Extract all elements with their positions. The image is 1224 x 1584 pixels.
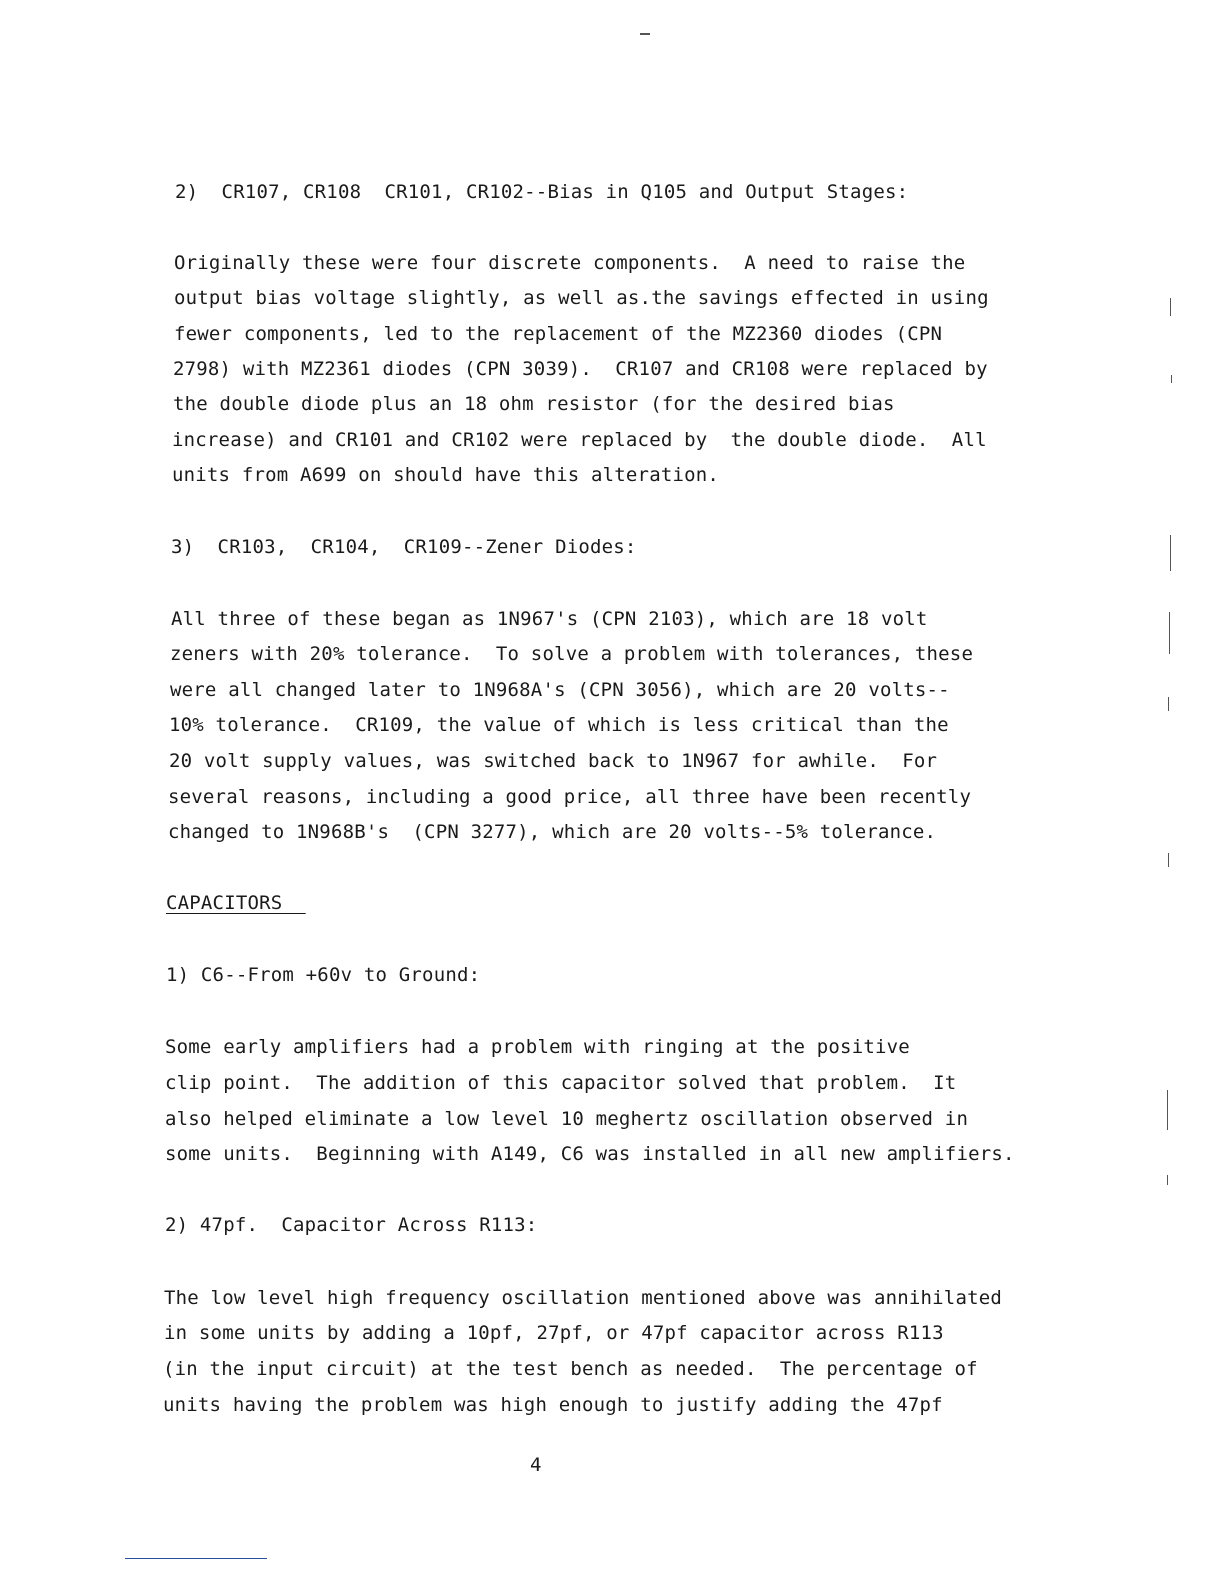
- capacitors-heading: CAPACITORS: [166, 892, 306, 914]
- scan-mark: [1167, 1090, 1168, 1130]
- body-line: 2798) with MZ2361 diodes (CPN 3039). CR107 and CR108 were replaced by: [173, 358, 988, 380]
- body-line: 20 volt supply values, was switched back to 1N967 for awhile. For: [169, 750, 938, 772]
- body-line: some units. Beginning with A149, C6 was installed in all new amplifiers.: [165, 1143, 1015, 1165]
- body-line: zeners with 20% tolerance. To solve a problem with tolerances, these: [170, 643, 974, 665]
- body-line: increase) and CR101 and CR102 were replaced by the double diode. All: [172, 429, 987, 451]
- body-line: several reasons, including a good price, all three have been recently: [168, 786, 972, 808]
- body-line: were all changed later to 1N968A's (CPN 3056), which are 20 volts--: [170, 679, 950, 701]
- section-heading-zener: 3) CR103, CR104, CR109--Zener Diodes:: [171, 536, 637, 558]
- body-line: in some units by adding a 10pf, 27pf, or 47pf capacitor across R113: [164, 1322, 944, 1344]
- section-heading-bias: 2) CR107, CR108 CR101, CR102--Bias in Q105 and Output Stages:: [175, 181, 909, 203]
- body-line: Some early amplifiers had a problem with ringing at the positive: [165, 1036, 910, 1058]
- body-line: (in the input circuit) at the test bench as needed. The percentage of: [163, 1358, 978, 1380]
- scan-mark: [1170, 298, 1171, 316]
- body-line: output bias voltage slightly, as well as.the savings effected in using: [174, 287, 989, 309]
- scan-mark: [1171, 375, 1172, 383]
- body-line: clip point. The addition of this capacitor solved that problem. It: [165, 1072, 957, 1094]
- body-line: units from A699 on should have this alteration.: [172, 464, 720, 486]
- section-heading-47pf: 2) 47pf. Capacitor Across R113:: [165, 1214, 538, 1236]
- scan-mark: [1167, 1175, 1168, 1185]
- scan-mark: [1168, 697, 1169, 711]
- body-line: Originally these were four discrete components. A need to raise the: [174, 252, 966, 274]
- body-line: 10% tolerance. CR109, the value of which is less critical than the: [169, 714, 949, 736]
- body-line: the double diode plus an 18 ohm resistor (for the desired bias: [173, 393, 895, 415]
- body-line: fewer components, led to the replacement of the MZ2360 diodes (CPN: [174, 323, 943, 345]
- body-line: also helped eliminate a low level 10 meghertz oscillation observed in: [165, 1108, 969, 1130]
- body-line: changed to 1N968B's (CPN 3277), which are 20 volts--5% tolerance.: [168, 821, 937, 843]
- footnote-rule: [125, 1558, 267, 1559]
- body-line: All three of these began as 1N967's (CPN 2103), which are 18 volt: [171, 608, 928, 630]
- scan-mark: [640, 33, 650, 35]
- section-heading-c6: 1) C6--From +60v to Ground:: [166, 964, 481, 986]
- scan-mark: [1168, 853, 1169, 867]
- scan-mark: [1170, 535, 1171, 571]
- body-line: The low level high frequency oscillation mentioned above was annihilated: [164, 1287, 1003, 1309]
- page-number: 4: [530, 1454, 542, 1476]
- body-line: units having the problem was high enough to justify adding the 47pf: [163, 1394, 943, 1416]
- scan-mark: [1169, 612, 1170, 654]
